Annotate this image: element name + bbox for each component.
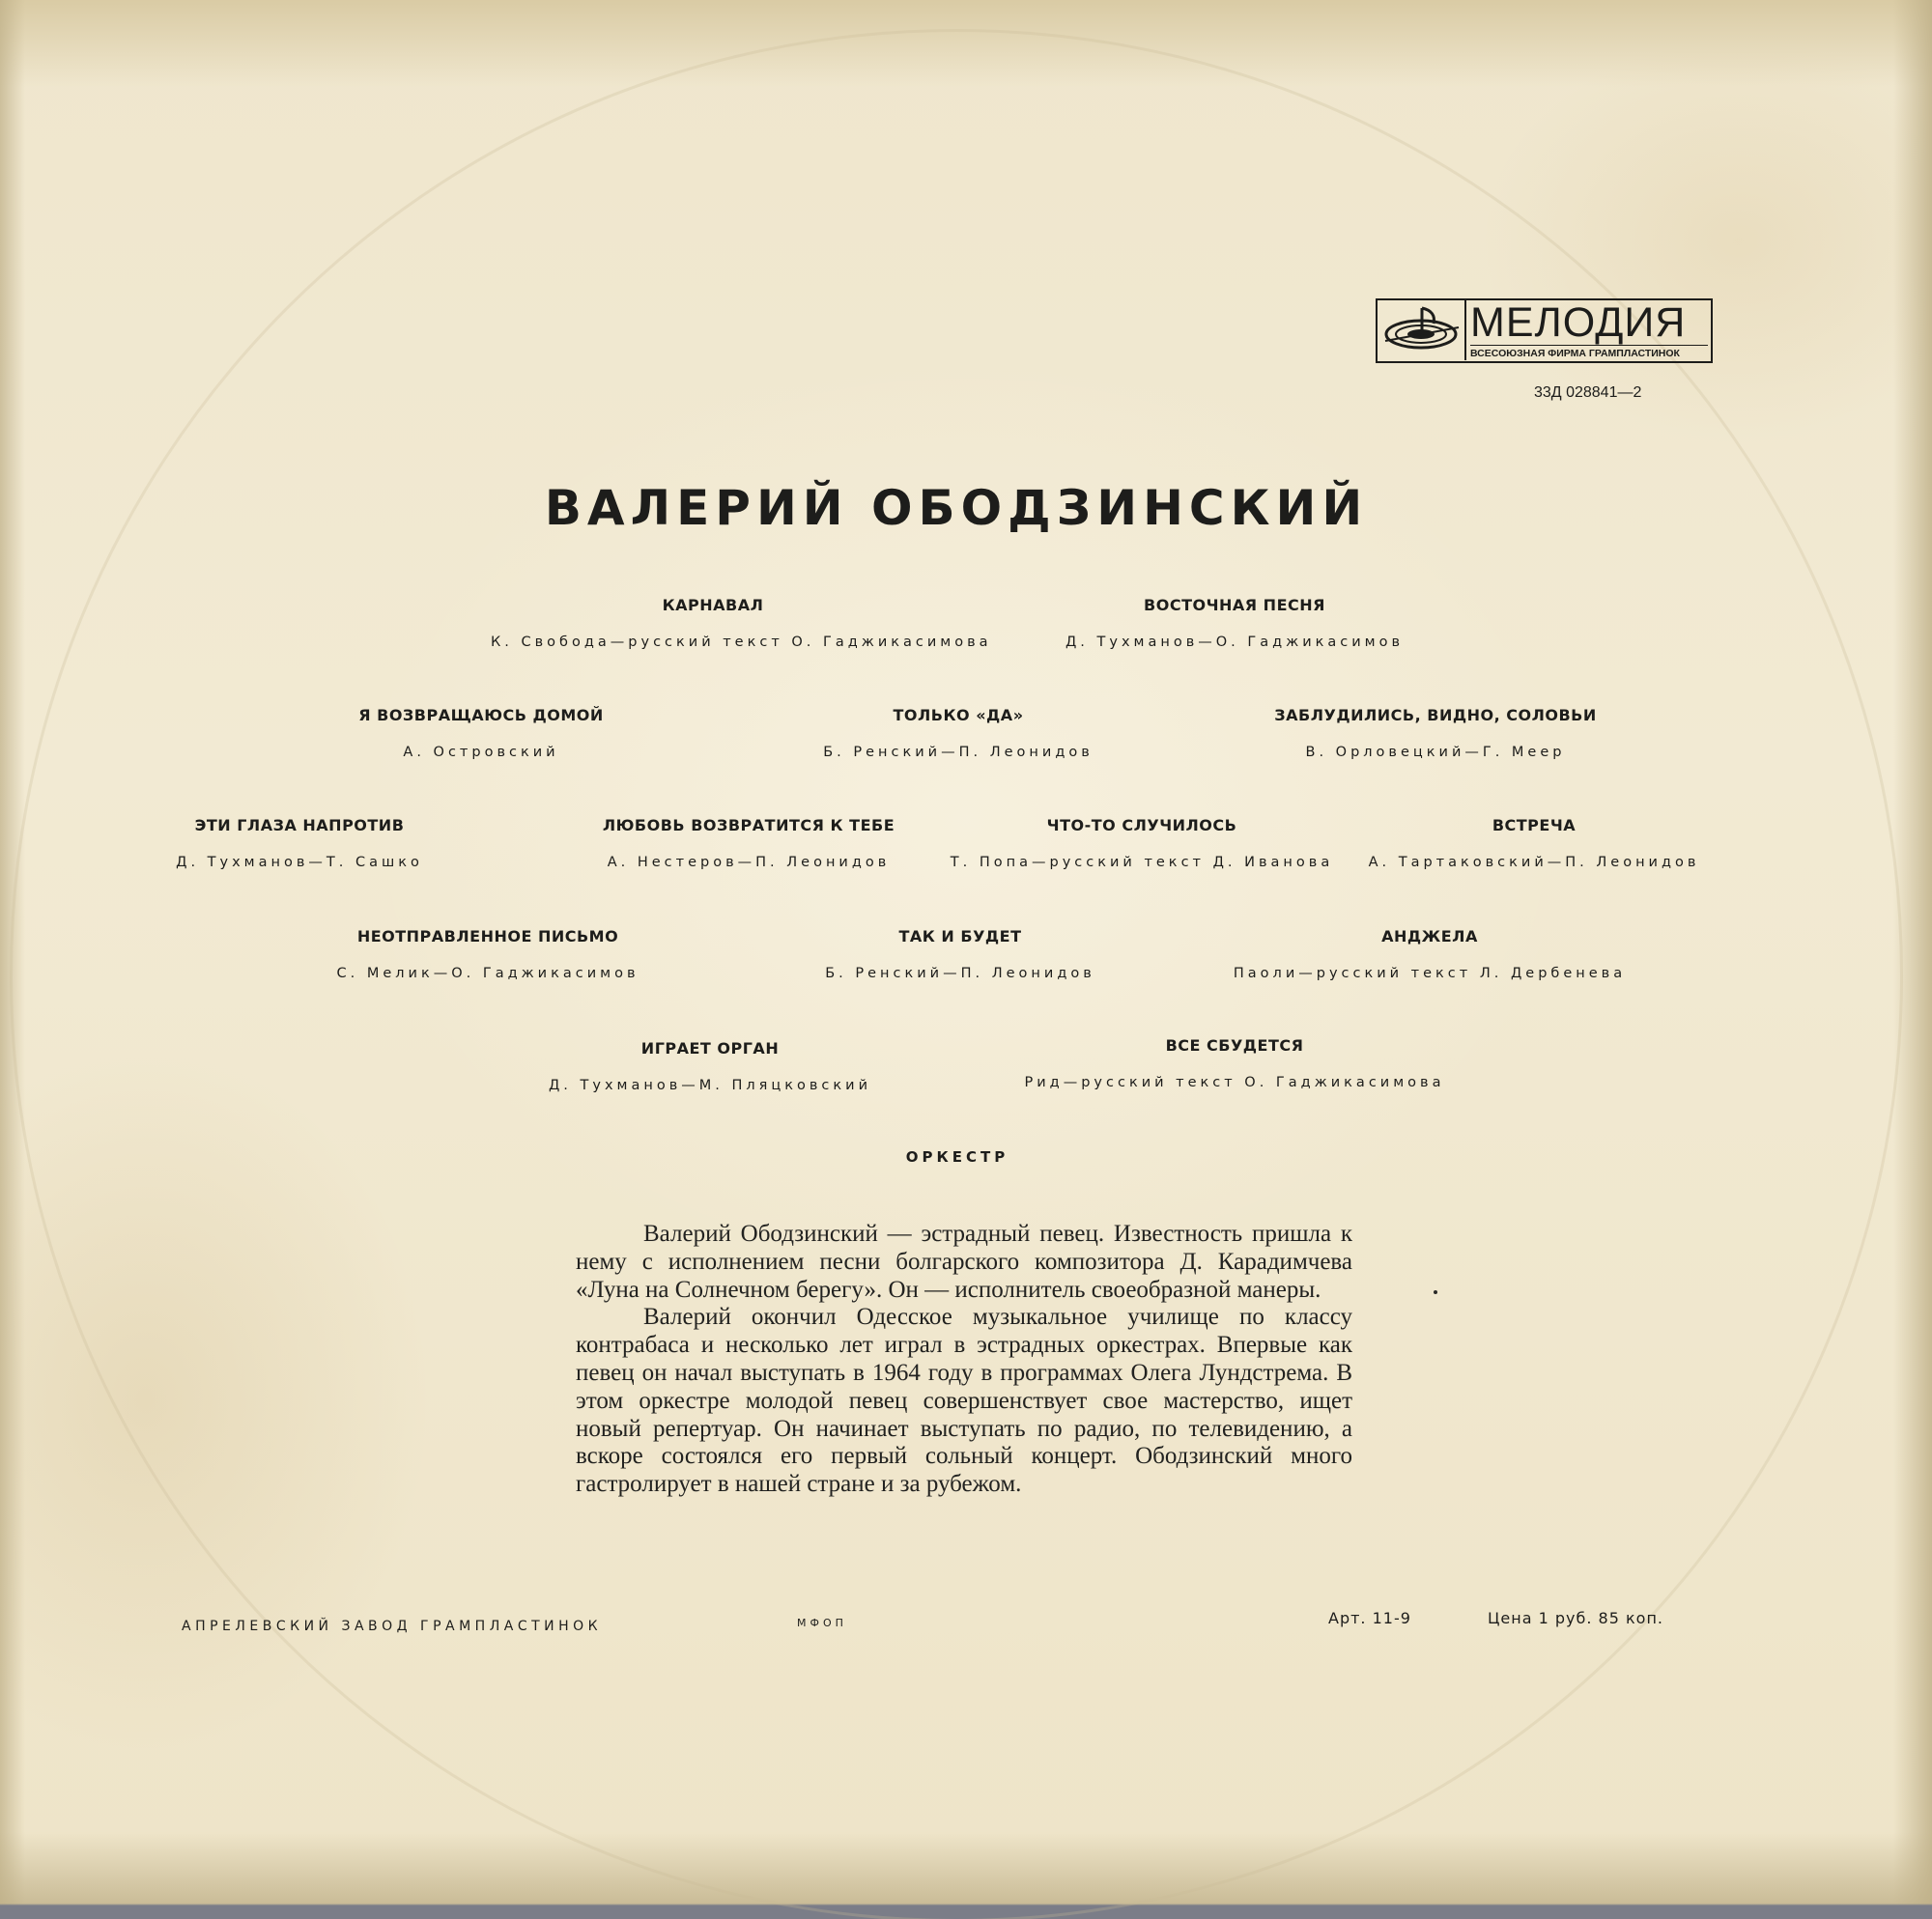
track-item [488, 1039, 932, 1095]
track-item [736, 706, 1180, 762]
track-credit: А. Нестеров—П. Леонидов [607, 855, 891, 870]
track-credit: Т. Попа—русский текст Д. Иванова [950, 855, 1334, 870]
track-item [738, 927, 1182, 983]
track-item [1012, 1036, 1457, 1092]
track-credit: А. Тартаковский—П. Леонидов [1368, 855, 1700, 870]
brand-name: МЕЛОДИЯ [1470, 299, 1687, 346]
melodiya-logo-icon [1378, 300, 1466, 360]
track-title: КАРНАВАЛ [662, 596, 764, 614]
track-item [126, 816, 473, 872]
track-item [1213, 706, 1658, 762]
track-credit: Д. Тухманов—М. Пляцковский [548, 1078, 872, 1093]
bio-paragraph: Валерий Ободзинский — эстрадный певец. Известность пришла к нему с исполнением песни болгарского композитора Д. Карадимчева «Луна на Солнечном берегу». Он — исполнитель своеобразной манеры. [576, 1221, 1352, 1303]
artist-biography [576, 1221, 1352, 1499]
manufacturer-plant: АПРЕЛЕВСКИЙ ЗАВОД ГРАМПЛАСТИНОК [182, 1619, 603, 1634]
track-title: ВСЕ СБУДЕТСЯ [1165, 1036, 1304, 1055]
track-credit: А. Островский [403, 745, 559, 760]
track-title: ТАК И БУДЕТ [898, 927, 1022, 945]
track-credit: С. Мелик—О. Гаджикасимов [336, 966, 639, 981]
artist-title: ВАЛЕРИЙ ОБОДЗИНСКИЙ [544, 480, 1369, 536]
track-credit: Д. Тухманов—Т. Сашко [176, 855, 423, 870]
track-credit: Б. Ренский—П. Леонидов [823, 745, 1094, 760]
track-title: ВСТРЕЧА [1492, 816, 1577, 834]
ink-speck [1434, 1290, 1437, 1294]
track-title: ЛЮБОВЬ ВОЗВРАТИТСЯ К ТЕБЕ [602, 816, 895, 834]
track-credit: В. Орловецкий—Г. Меер [1305, 745, 1566, 760]
track-title: ЧТО-ТО СЛУЧИЛОСЬ [1046, 816, 1237, 834]
track-title: ЗАБЛУДИЛИСЬ, ВИДНО, СОЛОВЬИ [1274, 706, 1597, 724]
track-title: ВОСТОЧНАЯ ПЕСНЯ [1144, 596, 1325, 614]
track-credit: Рид—русский текст О. Гаджикасимова [1024, 1075, 1445, 1090]
track-title: НЕОТПРАВЛЕННОЕ ПИСЬМО [356, 927, 619, 945]
track-credit: Д. Тухманов—О. Гаджикасимов [1065, 635, 1405, 650]
track-item [259, 706, 703, 762]
track-item [1350, 816, 1718, 872]
price-label: Цена 1 руб. 85 коп. [1488, 1609, 1663, 1627]
track-credit: Паоли—русский текст Л. Дербенева [1233, 966, 1627, 981]
bio-paragraph: Валерий окончил Одесское музыкальное училище по классу контрабаса и несколько лет играл в эстрадных оркестрах. Впервые как певец он начал выступать в 1964 году в программах Олега Лундстрема. В этом оркестре молодой певец совершенствует свое мастерство, ищет новый репертуар. Он начинает выступать по радио, по телевидению, а вскоре состоялся его первый сольный концерт. Ободзинский много гастролирует в нашей стране и за рубежом. [576, 1304, 1352, 1498]
track-title: ИГРАЕТ ОРГАН [640, 1039, 780, 1058]
orchestra-label: ОРКЕСТР [905, 1148, 1009, 1166]
track-item [575, 816, 923, 872]
track-credit: К. Свобода—русский текст О. Гаджикасимова [491, 635, 992, 650]
track-item [949, 816, 1335, 872]
melodiya-logo [1376, 298, 1713, 363]
article-number: Арт. 11-9 [1328, 1609, 1411, 1627]
brand-subtitle: ВСЕСОЮЗНАЯ ФИРМА ГРАМПЛАСТИНОК [1470, 345, 1708, 359]
track-credit: Б. Ренский—П. Леонидов [825, 966, 1095, 981]
track-title: Я ВОЗВРАЩАЮСЬ ДОМОЙ [358, 706, 604, 724]
catalog-number: 33Д 028841—2 [1534, 384, 1642, 401]
track-title: ЭТИ ГЛАЗА НАПРОТИВ [194, 816, 405, 834]
track-item [491, 596, 992, 652]
track-title: ТОЛЬКО «ДА» [893, 706, 1024, 724]
track-item [1012, 596, 1457, 652]
track-item [1208, 927, 1652, 983]
printer-mark: МФОП [797, 1617, 847, 1629]
track-item [266, 927, 710, 983]
track-title: АНДЖЕЛА [1381, 927, 1478, 945]
